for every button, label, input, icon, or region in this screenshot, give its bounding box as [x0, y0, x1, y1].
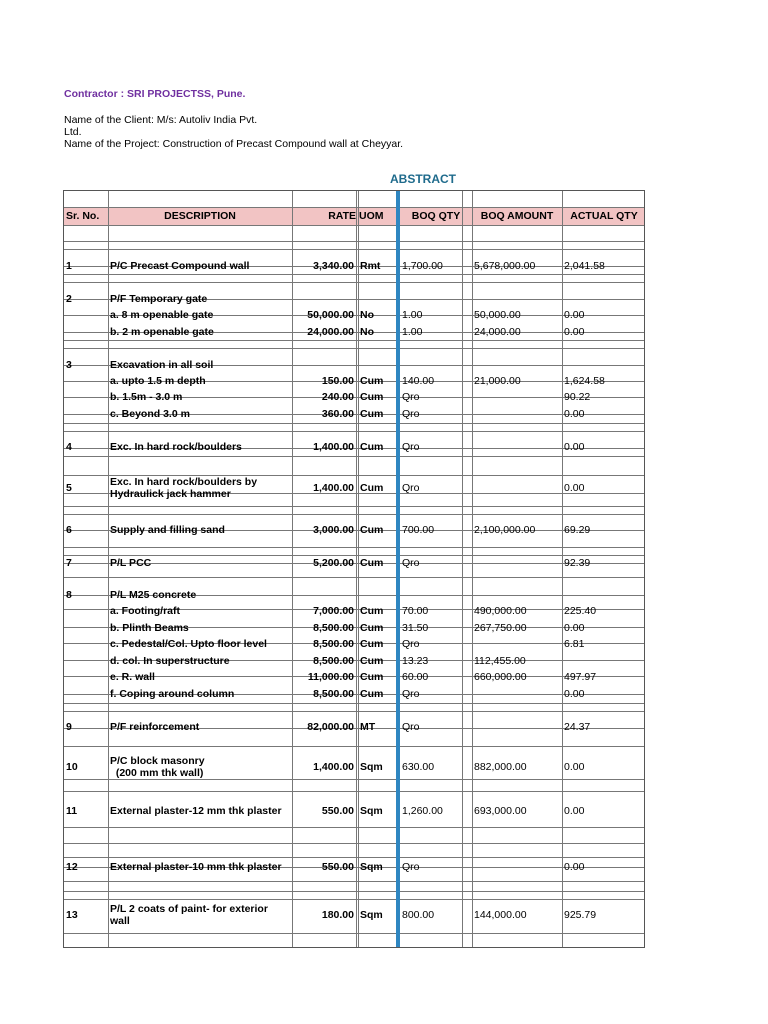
cell-uom: Cum [360, 408, 384, 420]
col-header-sr: Sr. No. [66, 210, 100, 222]
cell-description: External plaster-10 mm thk plaster [110, 861, 282, 873]
row-gridline [64, 711, 644, 712]
cell-boq-qty: Qro [402, 408, 420, 420]
row-gridline [64, 274, 644, 275]
cell-actual-qty: 0.00 [564, 861, 585, 873]
cell-boq-amount: 24,000.00 [474, 326, 521, 338]
cell-boq-amount: 882,000.00 [474, 761, 527, 773]
cell-boq-amount: 660,000.00 [474, 671, 527, 683]
cell-uom: No [360, 326, 374, 338]
cell-actual-qty: 24.37 [564, 721, 591, 733]
cell-sr: 2 [66, 293, 72, 305]
column-gridline [292, 191, 293, 947]
cell-rate: 550.00 [321, 861, 354, 873]
cell-boq-qty: Qro [402, 482, 420, 494]
cell-boq-qty: 800.00 [402, 909, 435, 921]
cell-sr: 3 [66, 359, 72, 371]
cell-boq-amount: 5,678,000.00 [474, 260, 536, 272]
cell-uom: Cum [360, 524, 384, 536]
cell-uom: Cum [360, 688, 384, 700]
col-header-rate: RATE [328, 210, 356, 222]
cell-description: b. 1.5m - 3.0 m [110, 391, 183, 403]
cell-actual-qty: 497.97 [564, 671, 597, 683]
cell-uom: Rmt [360, 260, 381, 272]
cell-uom: Cum [360, 375, 384, 387]
cell-boq-qty: Qro [402, 861, 420, 873]
cell-actual-qty: 1,624.58 [564, 375, 605, 387]
row-gridline [64, 431, 644, 432]
row-gridline [64, 282, 644, 283]
cell-description: P/L M25 concrete [110, 589, 197, 601]
cell-uom: Cum [360, 441, 384, 453]
row-gridline [64, 746, 644, 747]
cell-description: Supply and filling sand [110, 524, 225, 536]
cell-rate: 5,200.00 [313, 557, 354, 569]
cell-uom: Cum [360, 605, 384, 617]
cell-sr: 1 [66, 260, 72, 272]
cell-boq-qty: Qro [402, 688, 420, 700]
row-gridline [64, 506, 644, 507]
cell-boq-amount: 490,000.00 [474, 605, 527, 617]
cell-boq-qty: 630.00 [402, 761, 435, 773]
cell-rate: 240.00 [321, 391, 354, 403]
cell-description: c. Beyond 3.0 m [110, 408, 190, 420]
cell-rate: 8,500.00 [313, 688, 354, 700]
contractor-line: Contractor : SRI PROJECTSS, Pune. [64, 88, 246, 100]
row-gridline [64, 555, 644, 556]
cell-rate: 150.00 [321, 375, 354, 387]
cell-boq-amount: 2,100,000.00 [474, 524, 536, 536]
row-gridline [64, 899, 644, 900]
cell-boq-qty: 140.00 [402, 375, 435, 387]
cell-description: a. Footing/raft [110, 605, 180, 617]
cell-actual-qty: 0.00 [564, 622, 585, 634]
row-gridline [64, 340, 644, 341]
row-gridline [64, 827, 644, 828]
abstract-table [63, 190, 645, 948]
cell-boq-qty: Qro [402, 557, 420, 569]
cell-rate: 8,500.00 [313, 622, 354, 634]
row-gridline [64, 423, 644, 424]
column-divider-bar [396, 191, 400, 947]
cell-description-cont: Hydraulick jack hammer [110, 488, 231, 500]
cell-description: e. R. wall [110, 671, 155, 683]
cell-actual-qty: 2,041.58 [564, 260, 605, 272]
cell-boq-amount: 112,455.00 [474, 655, 526, 667]
cell-description-cont: wall [110, 915, 130, 927]
row-gridline [64, 225, 644, 226]
cell-rate: 1,400.00 [313, 482, 354, 494]
cell-description: Exc. In hard rock/boulders [110, 441, 242, 453]
cell-actual-qty: 0.00 [564, 688, 585, 700]
cell-description: P/F reinforcement [110, 721, 200, 733]
cell-boq-qty: 1.00 [402, 309, 423, 321]
cell-rate: 50,000.00 [307, 309, 354, 321]
cell-actual-qty: 225.40 [564, 605, 597, 617]
cell-rate: 7,000.00 [313, 605, 354, 617]
cell-boq-qty: 31.50 [402, 622, 429, 634]
row-gridline [64, 241, 644, 242]
cell-rate: 3,340.00 [313, 260, 354, 272]
col-header-boq-qty: BOQ QTY [411, 210, 461, 222]
cell-sr: 6 [66, 524, 72, 536]
cell-description: P/F Temporary gate [110, 293, 208, 305]
column-gridline [462, 191, 463, 947]
cell-description: Excavation in all soil [110, 359, 214, 371]
cell-sr: 13 [66, 909, 78, 921]
cell-uom: Cum [360, 655, 384, 667]
column-gridline [108, 191, 109, 947]
cell-description: b. Plinth Beams [110, 622, 189, 634]
column-gridline [472, 191, 473, 947]
cell-description: P/C Precast Compound wall [110, 260, 250, 272]
cell-sr: 12 [66, 861, 78, 873]
row-gridline [64, 891, 644, 892]
cell-uom: Cum [360, 482, 384, 494]
cell-actual-qty: 92.39 [564, 557, 591, 569]
cell-boq-amount: 693,000.00 [474, 805, 527, 817]
cell-actual-qty: 0.00 [564, 805, 585, 817]
cell-boq-qty: 1.00 [402, 326, 423, 338]
cell-boq-amount: 144,000.00 [474, 909, 527, 921]
cell-boq-qty: 60.00 [402, 671, 429, 683]
row-gridline [64, 843, 644, 844]
cell-uom: Sqm [360, 761, 383, 773]
row-gridline [64, 207, 644, 208]
col-header-boq-amount: BOQ AMOUNT [480, 210, 554, 222]
cell-actual-qty: 0.00 [564, 761, 585, 773]
cell-description-cont: (200 mm thk wall) [110, 767, 204, 779]
row-gridline [64, 249, 644, 250]
cell-sr: 7 [66, 557, 72, 569]
cell-description: c. Pedestal/Col. Upto floor level [110, 638, 267, 650]
cell-sr: 11 [66, 805, 78, 817]
abstract-title: ABSTRACT [390, 172, 456, 186]
row-gridline [64, 456, 644, 457]
cell-description: P/L PCC [110, 557, 152, 569]
column-gridline [356, 191, 357, 947]
column-gridline [358, 191, 359, 947]
cell-sr: 9 [66, 721, 72, 733]
row-gridline [64, 514, 644, 515]
cell-description: P/C block masonry [110, 755, 205, 767]
row-gridline [64, 348, 644, 349]
cell-uom: Cum [360, 557, 384, 569]
cell-uom: Sqm [360, 861, 383, 873]
cell-uom: No [360, 309, 374, 321]
cell-actual-qty: 69.29 [564, 524, 591, 536]
row-gridline [64, 933, 644, 934]
cell-actual-qty: 0.00 [564, 441, 585, 453]
cell-description: d. col. In superstructure [110, 655, 230, 667]
cell-sr: 8 [66, 589, 72, 601]
cell-boq-qty: 13.23 [402, 655, 429, 667]
cell-sr: 10 [66, 761, 78, 773]
cell-description: a. 8 m openable gate [110, 309, 214, 321]
cell-rate: 11,000.00 [307, 671, 354, 683]
cell-boq-amount: 267,750.00 [474, 622, 527, 634]
client-line-cont: Ltd. [64, 126, 82, 138]
cell-uom: Cum [360, 638, 384, 650]
cell-uom: Cum [360, 622, 384, 634]
cell-rate: 8,500.00 [313, 638, 354, 650]
cell-boq-amount: 21,000.00 [474, 375, 521, 387]
cell-rate: 24,000.00 [307, 326, 354, 338]
cell-uom: Sqm [360, 805, 383, 817]
row-gridline [64, 857, 644, 858]
row-gridline [64, 703, 644, 704]
cell-boq-qty: 1,260.00 [402, 805, 443, 817]
cell-rate: 1,400.00 [313, 761, 354, 773]
cell-boq-qty: 700.00 [402, 524, 435, 536]
cell-actual-qty: 925.79 [564, 909, 597, 921]
cell-rate: 3,000.00 [313, 524, 354, 536]
cell-description: P/L 2 coats of paint- for exterior [110, 903, 268, 915]
cell-actual-qty: 90.22 [564, 391, 591, 403]
row-gridline [64, 791, 644, 792]
col-header-actual-qty: ACTUAL QTY [570, 210, 638, 222]
cell-actual-qty: 0.00 [564, 482, 585, 494]
cell-rate: 550.00 [321, 805, 354, 817]
cell-rate: 82,000.00 [307, 721, 354, 733]
cell-description: b. 2 m openable gate [110, 326, 214, 338]
cell-description: External plaster-12 mm thk plaster [110, 805, 282, 817]
col-header-uom: UOM [359, 210, 384, 222]
row-gridline [64, 547, 644, 548]
cell-description: f. Coping around column [110, 688, 235, 700]
row-gridline [64, 779, 644, 780]
row-gridline [64, 577, 644, 578]
cell-rate: 360.00 [321, 408, 354, 420]
cell-boq-qty: 70.00 [402, 605, 429, 617]
cell-boq-qty: Qro [402, 441, 420, 453]
cell-boq-amount: 50,000.00 [474, 309, 521, 321]
cell-uom: Sqm [360, 909, 383, 921]
cell-boq-qty: Qro [402, 721, 420, 733]
cell-uom: MT [360, 721, 376, 733]
cell-boq-qty: 1,700.00 [402, 260, 443, 272]
cell-boq-qty: Qro [402, 391, 420, 403]
client-line: Name of the Client: M/s: Autoliv India Pvt. [64, 114, 258, 126]
cell-rate: 1,400.00 [313, 441, 354, 453]
cell-description: a. upto 1.5 m depth [110, 375, 206, 387]
cell-actual-qty: 6.81 [564, 638, 585, 650]
cell-uom: Cum [360, 391, 384, 403]
cell-rate: 180.00 [321, 909, 354, 921]
row-gridline [64, 881, 644, 882]
col-header-description: DESCRIPTION [164, 210, 236, 222]
cell-description: Exc. In hard rock/boulders by [110, 476, 258, 488]
cell-rate: 8,500.00 [313, 655, 354, 667]
cell-sr: 5 [66, 482, 72, 494]
cell-sr: 4 [66, 441, 72, 453]
cell-boq-qty: Qro [402, 638, 420, 650]
project-line: Name of the Project: Construction of Precast Compound wall at Cheyyar. [64, 138, 404, 150]
cell-actual-qty: 0.00 [564, 408, 585, 420]
cell-actual-qty: 0.00 [564, 309, 585, 321]
cell-actual-qty: 0.00 [564, 326, 585, 338]
column-gridline [562, 191, 563, 947]
cell-uom: Cum [360, 671, 384, 683]
